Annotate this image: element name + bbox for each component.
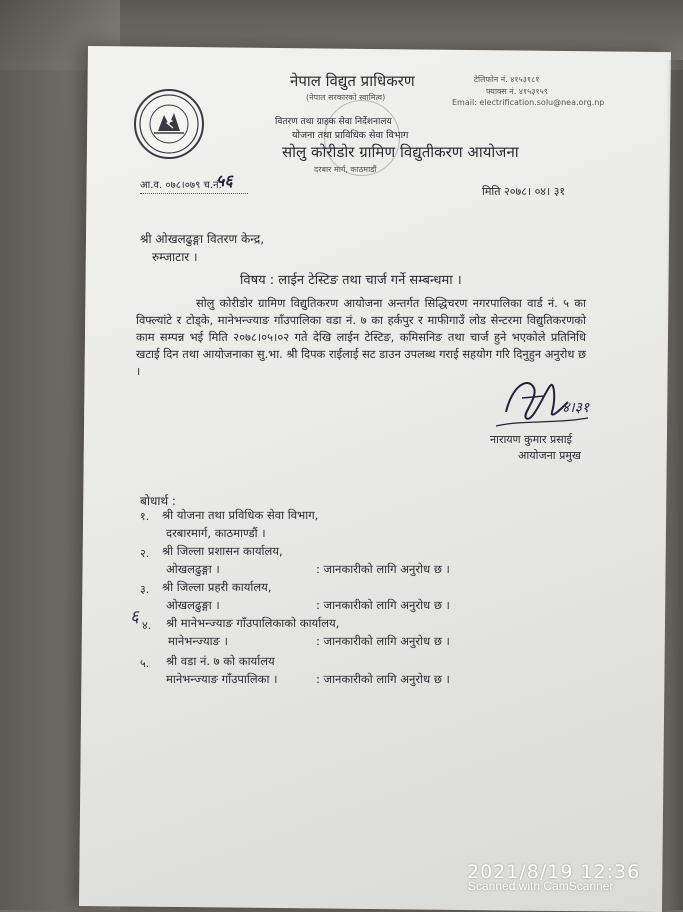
letter-body: सोलु कोरीडोर ग्रामिण विद्युतिकरण आयोजना अन्तर्गत सिद्धिचरण नगरपालिका वार्ड नं. ५ का विफ्ल्यांटे र टोड्के, मानेभन्ज्याङ गाँउपालिका वडा नं. ७ का हर्कपुर र माफीगाउँ लोड सेन्टरमा विद्युतिकरणको काम सम्पन्न भई मिति २०७८।०५।०२ गते देखि लाईन टेस्टिङ, कमिसनिङ तथा चार्ज हुने भएकोले प्रतिनिधि खटाई दिन तथा आयोजनाका सु.भा. श्री दिपक राईलाई सट डाउन उपलब्ध गराई सहयोग गरि दिनुहुन अनुरोध छ । bbox=[136, 296, 586, 378]
signature-date-note: ४।३१ bbox=[562, 400, 590, 416]
email: Email: electrification.solu@nea.org.np bbox=[452, 98, 605, 107]
department-line-2: योजना तथा प्राविधिक सेवा विभाग bbox=[292, 130, 409, 141]
cc-item-line-1: श्री योजना तथा प्रविधिक सेवा विभाग, bbox=[162, 508, 319, 522]
handwritten-mark: ६ bbox=[130, 607, 139, 627]
camera-timestamp: 2021/8/19 12:36 bbox=[467, 861, 641, 883]
fax: फ्याक्स नं. ४१५३१५९ bbox=[486, 87, 548, 96]
handwritten-signature bbox=[492, 368, 602, 438]
page-edge-shadow bbox=[666, 60, 683, 910]
cc-item-number: ४. bbox=[142, 619, 152, 632]
reference-number: आ.व. ०७८।०७९ च.नं. bbox=[140, 180, 222, 191]
cc-item-note: : जानकारीको लागि अनुरोध छ । bbox=[316, 598, 450, 612]
scanner-watermark: Scanned with CamScanner bbox=[468, 879, 614, 893]
cc-item-number: १. bbox=[140, 510, 150, 523]
cc-item-line-2: ओखलढुङ्गा । bbox=[166, 598, 220, 612]
cc-label: बोधार्थ : bbox=[140, 494, 176, 508]
org-address: दरबार मार्ग, काठमाडौं bbox=[314, 165, 377, 174]
nea-logo-icon bbox=[134, 89, 204, 159]
cc-item-number: ५. bbox=[140, 657, 150, 670]
reference-handwritten: ५६ bbox=[216, 171, 233, 190]
signatory-title: आयोजना प्रमुख bbox=[518, 449, 581, 462]
signatory-name: नारायण कुमार प्रसाई bbox=[490, 433, 572, 446]
cc-item-line-1: श्री जिल्ला प्रशासन कार्यालय, bbox=[162, 544, 283, 558]
recipient-line-2: रुम्जाटार । bbox=[152, 250, 198, 264]
recipient-line-1: श्री ओखलढुङ्गा वितरण केन्द्र, bbox=[140, 232, 265, 246]
org-name: नेपाल विद्युत प्राधिकरण bbox=[290, 72, 415, 90]
project-name: सोलु कोरीडोर ग्रामिण विद्युतीकरण आयोजना bbox=[282, 143, 519, 161]
reference-underline bbox=[140, 193, 248, 194]
cc-item-number: २. bbox=[140, 547, 150, 560]
cc-item-line-2: दरबारमार्ग, काठमाण्डौं । bbox=[166, 526, 266, 540]
org-subtitle: (नेपाल सरकारको स्वामित्व) bbox=[306, 93, 386, 102]
cc-item-line-1: श्री मानेभन्ज्याङ गाँउपालिकाको कार्यालय, bbox=[166, 616, 340, 630]
cc-item-line-1: श्री वडा नं. ७ को कार्यालय bbox=[166, 654, 275, 668]
cc-item-line-2: मानेभन्ज्याङ । bbox=[168, 634, 229, 648]
cc-item-note: : जानकारीको लागि अनुरोध छ । bbox=[316, 562, 450, 576]
letter-page bbox=[110, 52, 670, 902]
letter-date: मिति २०७८। ०४। ३१ bbox=[482, 185, 566, 198]
cc-item-line-1: श्री जिल्ला प्रहरी कार्यालय, bbox=[162, 580, 272, 594]
cc-item-line-2: ओखलढुङ्गा । bbox=[166, 562, 220, 576]
department-line-1: वितरण तथा ग्राहक सेवा निर्देशनालय bbox=[275, 117, 392, 127]
cc-item-note: : जानकारीको लागि अनुरोध छ । bbox=[316, 672, 450, 686]
cc-item-line-2: मानेभन्ज्याङ गाँउपालिका । bbox=[166, 672, 278, 686]
letter-subject: विषय : लाईन टेस्टिङ तथा चार्ज गर्ने सम्बन्धमा । bbox=[240, 273, 462, 288]
cc-item-number: ३. bbox=[140, 583, 150, 596]
cc-item-note: : जानकारीको लागि अनुरोध छ । bbox=[316, 634, 450, 648]
telephone: टेलिफोन नं. ४१५३१८१ bbox=[474, 75, 540, 84]
